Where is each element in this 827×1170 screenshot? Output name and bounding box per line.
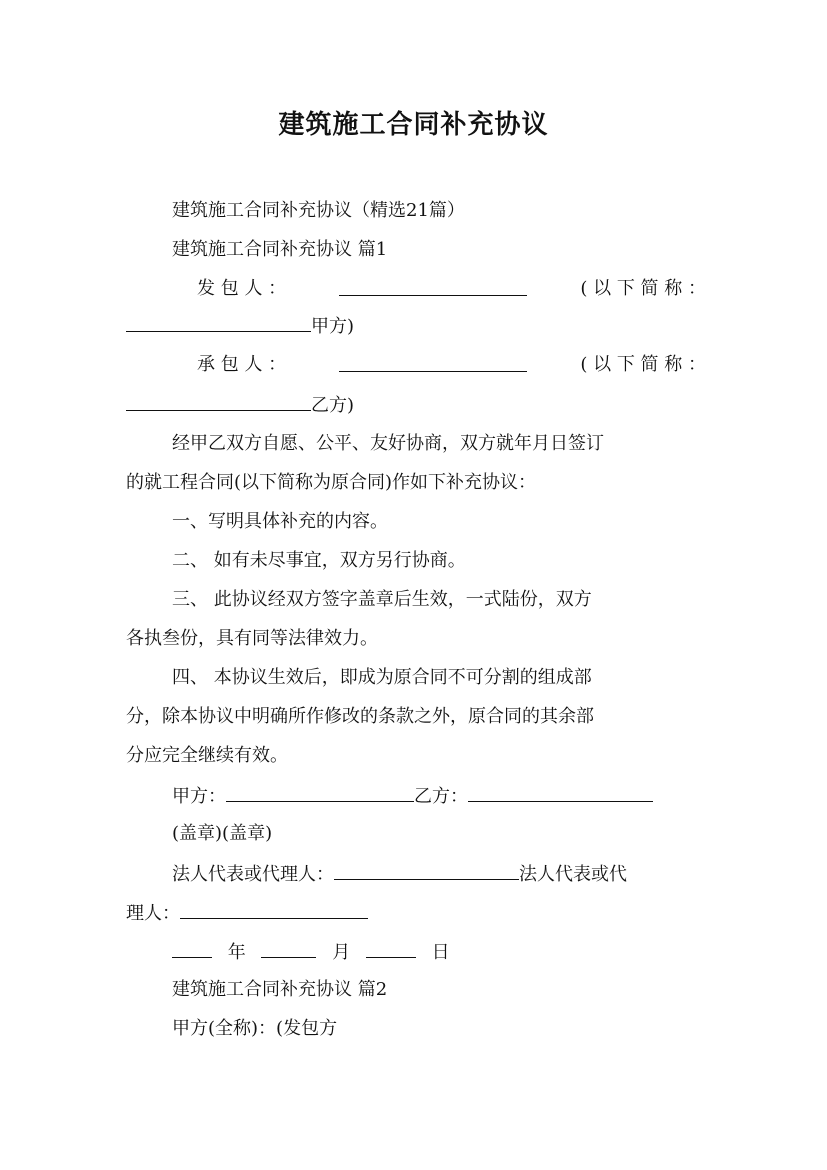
representative-blank-a	[334, 861, 519, 880]
contractor-abbr-blank	[126, 392, 311, 411]
representative-row	[126, 861, 752, 887]
seal-row: (盖章)(盖章)	[172, 823, 273, 844]
party-b-sign-label: 乙方：	[414, 786, 468, 807]
year-blank	[172, 939, 212, 958]
party-a-sign-blank	[226, 783, 414, 802]
clause-2: 二、 如有未尽事宜，双方另行协商。	[172, 550, 466, 571]
employer-row-2	[126, 313, 706, 339]
party-a-sign-label: 甲方：	[172, 786, 226, 807]
clause-4-line-1: 四、 本协议生效后，即成为原合同不可分割的组成部	[172, 667, 592, 688]
employer-abbr-end: 甲方)	[311, 316, 355, 337]
year-label: 年	[227, 942, 246, 963]
paragraph-1-line-1: 经甲乙双方自愿、公平、友好协商，双方就年月日签订	[172, 433, 604, 454]
representative-row-2	[126, 900, 706, 926]
representative-blank-b	[180, 900, 368, 919]
collection-subtitle: 建筑施工合同补充协议（精选21篇）	[172, 200, 465, 221]
representative-label-b: 法人代表或代	[519, 864, 627, 885]
section-heading-2: 建筑施工合同补充协议 篇2	[172, 979, 388, 1000]
contractor-row-2	[126, 392, 706, 418]
month-blank	[261, 939, 316, 958]
day-blank	[366, 939, 416, 958]
month-label: 月	[332, 942, 351, 963]
representative-label-b-end: 理人：	[126, 903, 180, 924]
signature-row	[126, 783, 752, 809]
party-a-full-name: 甲方(全称)：(发包方	[172, 1018, 338, 1039]
employer-blank	[339, 277, 527, 296]
clause-3-line-1: 三、 此协议经双方签字盖章后生效，一式陆份，双方	[172, 589, 592, 610]
employer-label: 发 包 人 ：	[197, 278, 287, 299]
clause-1: 一、写明具体补充的内容。	[172, 511, 388, 532]
contractor-row	[131, 353, 711, 377]
contractor-label: 承 包 人 ：	[197, 354, 287, 375]
contractor-abbr-end: 乙方)	[311, 395, 355, 416]
day-label: 日	[431, 942, 450, 963]
contractor-blank	[339, 353, 527, 372]
representative-label-a: 法人代表或代理人：	[172, 864, 334, 885]
clause-3-line-2: 各执叁份，具有同等法律效力。	[126, 628, 378, 649]
party-b-sign-blank	[468, 783, 653, 802]
employer-abbr-blank	[126, 313, 311, 332]
section-heading-1: 建筑施工合同补充协议 篇1	[172, 239, 388, 260]
clause-4-line-3: 分应完全继续有效。	[126, 745, 288, 766]
document-title: 建筑施工合同补充协议	[278, 110, 549, 140]
date-row	[126, 939, 752, 965]
employer-row	[131, 277, 711, 301]
contractor-abbr-label: ( 以 下 简 称 ：	[580, 354, 706, 375]
employer-abbr-label: ( 以 下 简 称 ：	[580, 278, 706, 299]
paragraph-1-line-2: 的就工程合同(以下简称为原合同)作如下补充协议：	[126, 472, 537, 493]
clause-4-line-2: 分，除本协议中明确所作修改的条款之外，原合同的其余部	[126, 706, 594, 727]
